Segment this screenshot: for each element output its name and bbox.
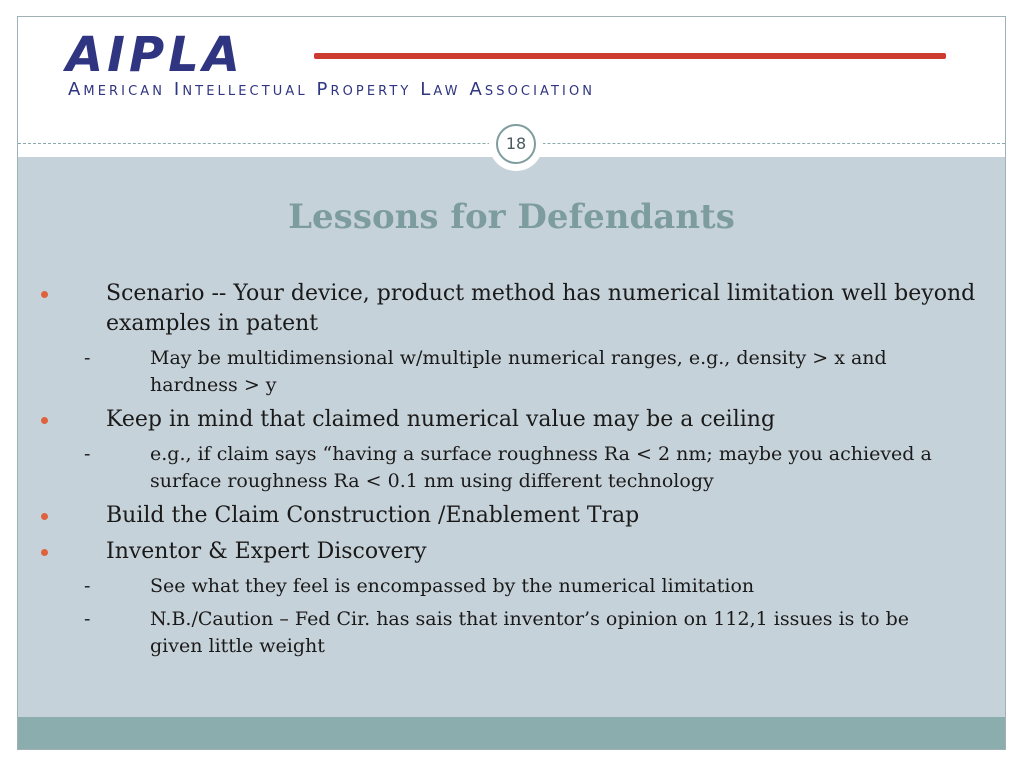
bullet-item: [18, 279, 1006, 339]
bullet-text: Inventor & Expert Discovery: [106, 539, 427, 564]
sub-bullet-item: [18, 441, 960, 495]
slide: [17, 16, 1006, 750]
bullet-text: Keep in mind that claimed numerical value may be a ceiling: [106, 407, 776, 432]
slide-title: Lessons for Defendants: [288, 197, 735, 237]
bullet-text: e.g., if claim says “having a surface roughness Ra < 2 nm; maybe you achieved a surface roughness Ra < 0.1 nm using different technology: [150, 443, 932, 492]
page-number: 18: [496, 124, 536, 164]
bullet-text: Scenario -- Your device, product method has numerical limitation well beyond examples in patent: [106, 281, 976, 336]
footer-bar: [18, 717, 1005, 750]
dash-marker: -: [84, 575, 91, 597]
logo-red-bar: [314, 53, 946, 59]
page-number-badge: [489, 117, 543, 171]
sub-bullet-item: [18, 345, 960, 399]
bullet-item: [18, 405, 1006, 435]
bullet-dot-icon: [41, 291, 48, 298]
bullet-dot-icon: [41, 549, 48, 556]
bullet-text: May be multidimensional w/multiple numerical ranges, e.g., density > x and hardness > y: [150, 347, 887, 396]
bullet-item: [18, 537, 1006, 567]
sub-bullet-item: [18, 573, 960, 600]
dash-marker: -: [84, 608, 91, 630]
bullet-dot-icon: [41, 513, 48, 520]
bullet-text: See what they feel is encompassed by the numerical limitation: [150, 575, 755, 597]
bullet-list: [18, 279, 1005, 666]
dash-marker: -: [84, 347, 91, 369]
aipla-logo: AIPLA: [66, 27, 244, 83]
sub-bullet-item: [18, 606, 960, 660]
bullet-item: [18, 501, 1006, 531]
bullet-text: Build the Claim Construction /Enablement Trap: [106, 503, 640, 528]
bullet-dot-icon: [41, 417, 48, 424]
bullet-text: N.B./Caution – Fed Cir. has sais that inventor’s opinion on 112,1 issues is to be given little weight: [150, 608, 909, 657]
dash-marker: -: [84, 443, 91, 465]
logo-subtitle: American Intellectual Property Law Association: [68, 79, 596, 100]
